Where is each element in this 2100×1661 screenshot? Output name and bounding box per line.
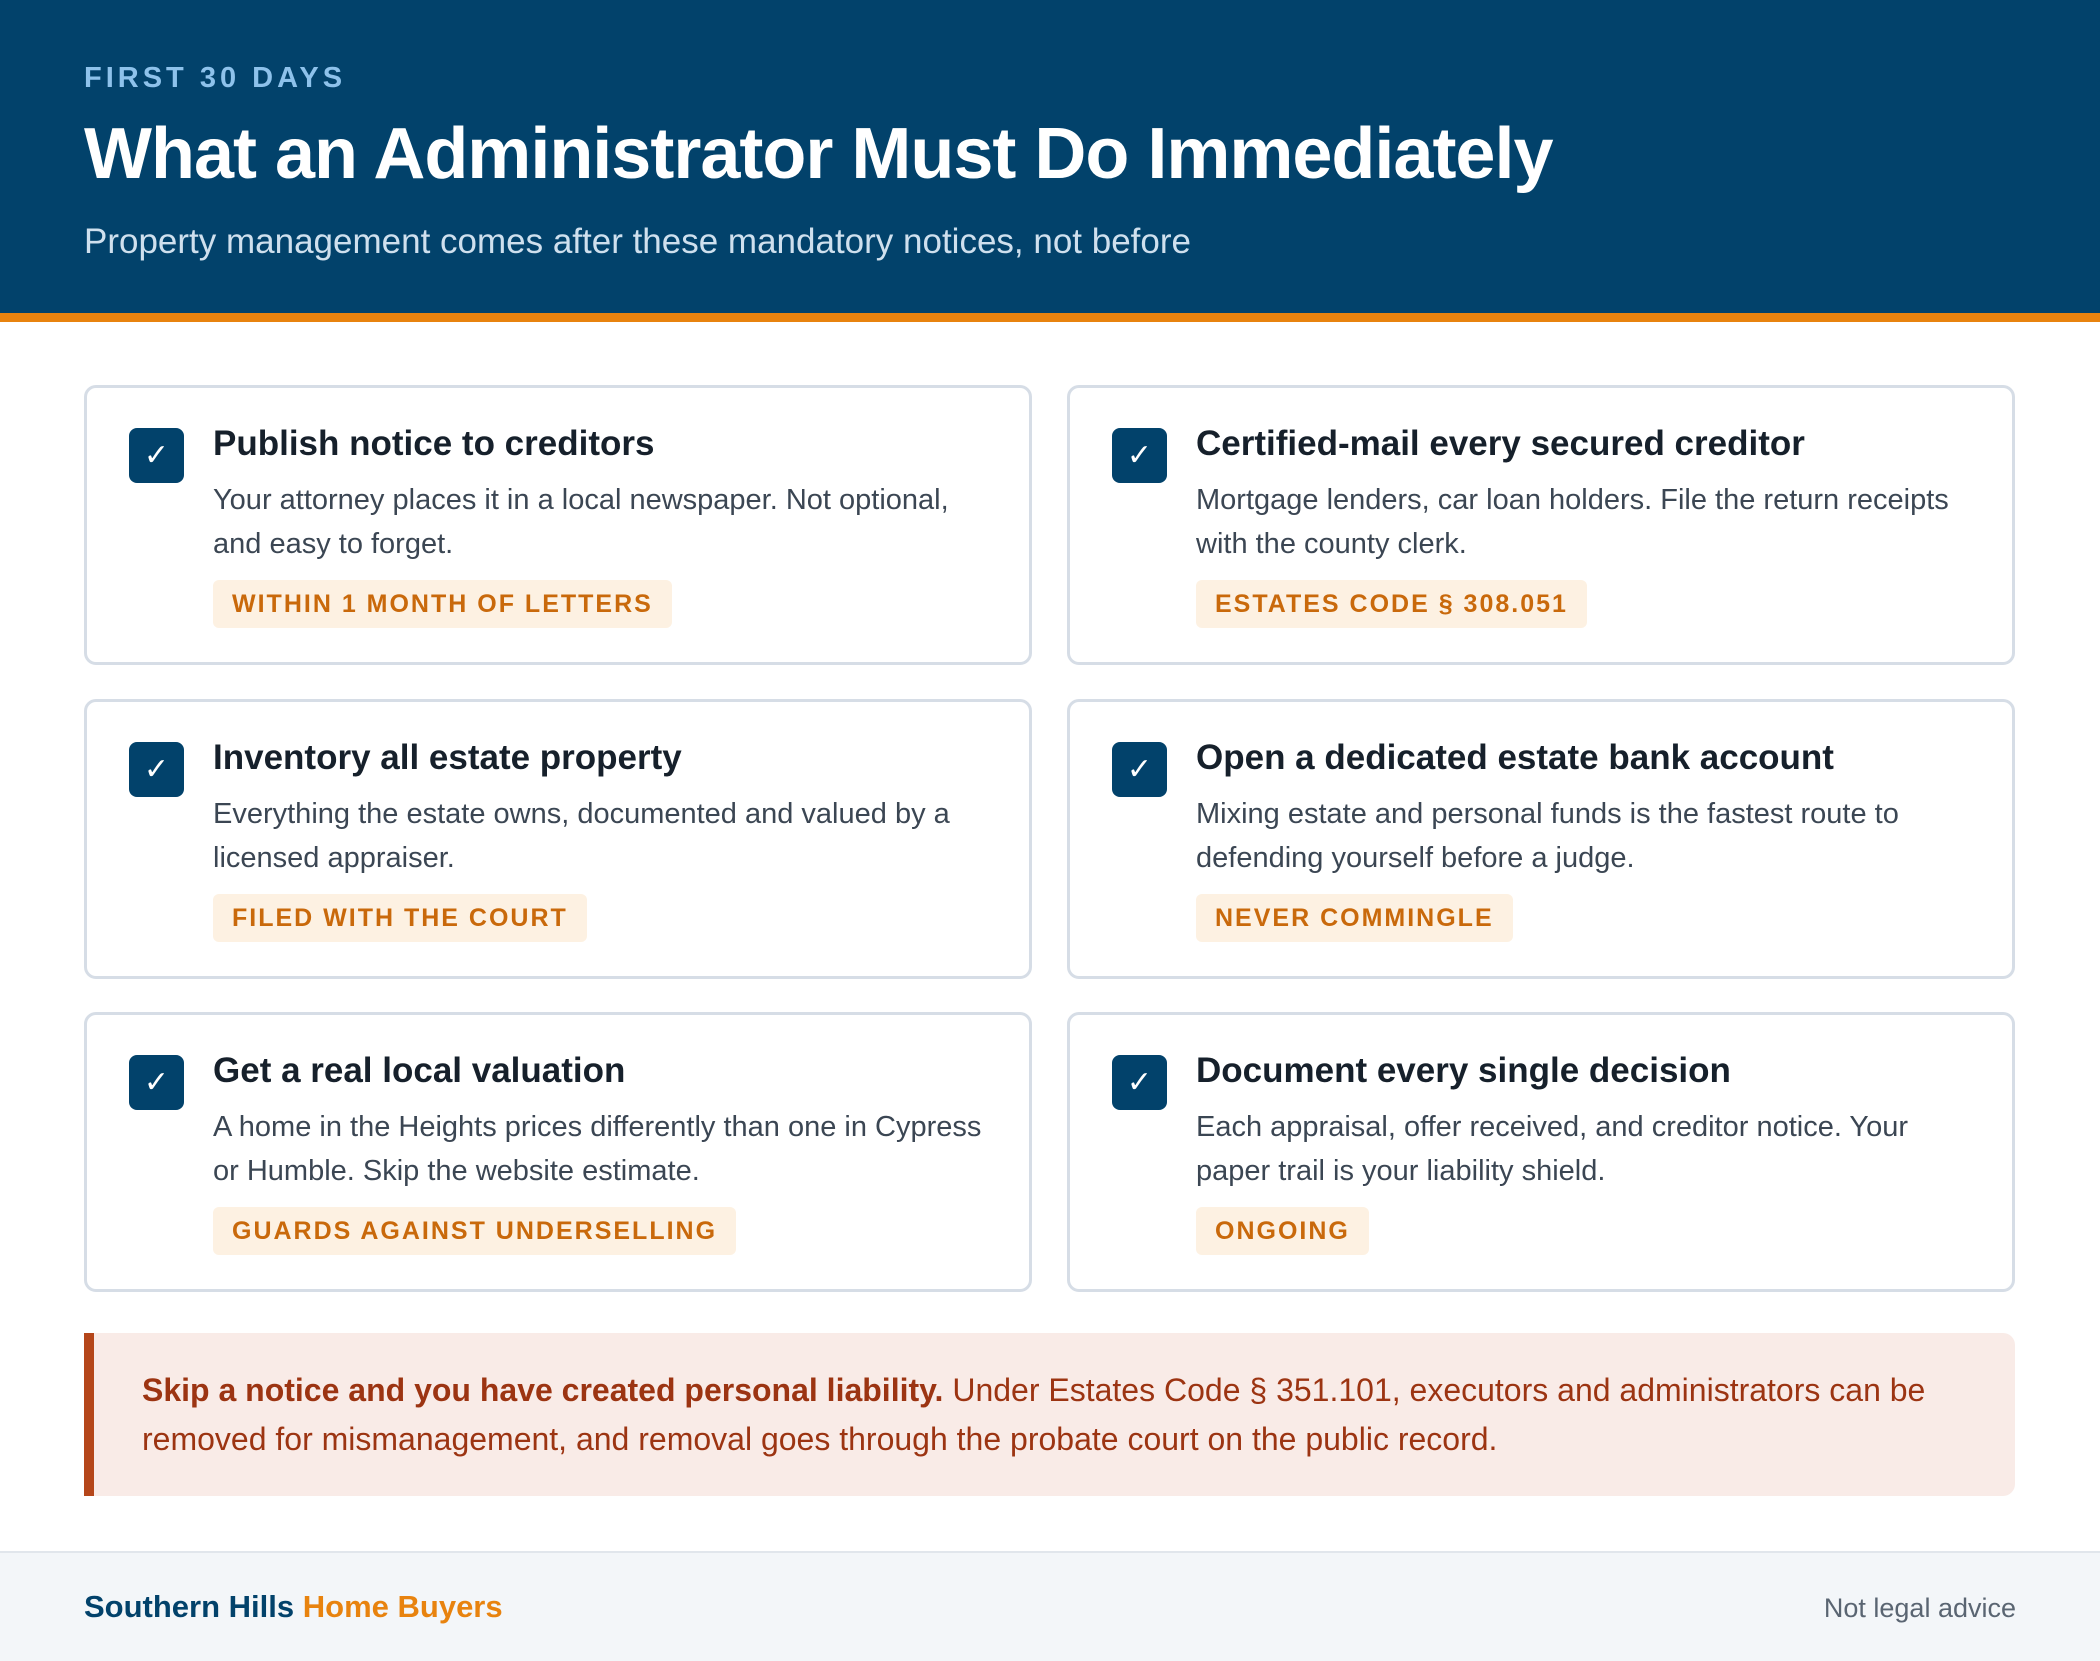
card-tag: NEVER COMMINGLE <box>1196 894 1513 942</box>
disclaimer: Not legal advice <box>1823 1593 2016 1623</box>
card-title: Publish notice to creditors <box>213 424 655 463</box>
card-description: Mortgage lenders, car loan holders. File the return receipts with the county clerk. <box>1196 484 1949 560</box>
checklist-card <box>84 385 1032 665</box>
card-description: Everything the estate owns, documented and valued by a licensed appraiser. <box>213 798 950 874</box>
brand-name-primary: Southern Hills <box>84 1589 295 1624</box>
brand-logo <box>84 1589 503 1625</box>
card-title: Document every single decision <box>1196 1051 1731 1090</box>
checklist-card <box>1067 1012 2015 1292</box>
brand-name-accent: Home Buyers <box>302 1589 503 1624</box>
card-title: Open a dedicated estate bank account <box>1196 738 1834 777</box>
page-title: What an Administrator Must Do Immediately <box>84 114 1553 194</box>
checkbox-checked-icon: ✓ <box>129 428 184 483</box>
card-tag: ONGOING <box>1196 1207 1369 1255</box>
checklist-card <box>1067 699 2015 979</box>
checkbox-checked-icon: ✓ <box>129 1055 184 1110</box>
checkbox-checked-icon: ✓ <box>1112 1055 1167 1110</box>
page-footer <box>0 1551 2100 1661</box>
card-description: Mixing estate and personal funds is the fastest route to defending yourself before a judge. <box>1196 798 1899 874</box>
card-title: Inventory all estate property <box>213 738 682 777</box>
card-title: Get a real local valuation <box>213 1051 626 1090</box>
card-description: Each appraisal, offer received, and creditor notice. Your paper trail is your liability shield. <box>1196 1111 1909 1187</box>
card-tag: WITHIN 1 MONTH OF LETTERS <box>213 580 672 628</box>
page-header <box>0 0 2100 322</box>
card-tag: FILED WITH THE COURT <box>213 894 587 942</box>
eyebrow-label: FIRST 30 DAYS <box>84 62 347 94</box>
warning-text: Under Estates Code § 351.101, executors and administrators can be removed for mismanagement, and removal goes through the probate court on the public record. <box>142 1372 1926 1457</box>
checklist-card <box>84 1012 1032 1292</box>
checkbox-checked-icon: ✓ <box>1112 742 1167 797</box>
card-description: Your attorney places it in a local newspaper. Not optional, and easy to forget. <box>213 484 949 560</box>
checklist-card <box>1067 385 2015 665</box>
card-title: Certified-mail every secured creditor <box>1196 424 1805 463</box>
card-tag: ESTATES CODE § 308.051 <box>1196 580 1587 628</box>
card-description: A home in the Heights prices differently than one in Cypress or Humble. Skip the website estimate. <box>213 1111 982 1187</box>
checklist-card <box>84 699 1032 979</box>
card-tag: GUARDS AGAINST UNDERSELLING <box>213 1207 736 1255</box>
liability-warning-callout <box>84 1333 2015 1496</box>
checkbox-checked-icon: ✓ <box>1112 428 1167 483</box>
checkbox-checked-icon: ✓ <box>129 742 184 797</box>
page-subtitle: Property management comes after these mandatory notices, not before <box>84 222 1191 261</box>
warning-lead: Skip a notice and you have created personal liability. <box>142 1372 944 1408</box>
